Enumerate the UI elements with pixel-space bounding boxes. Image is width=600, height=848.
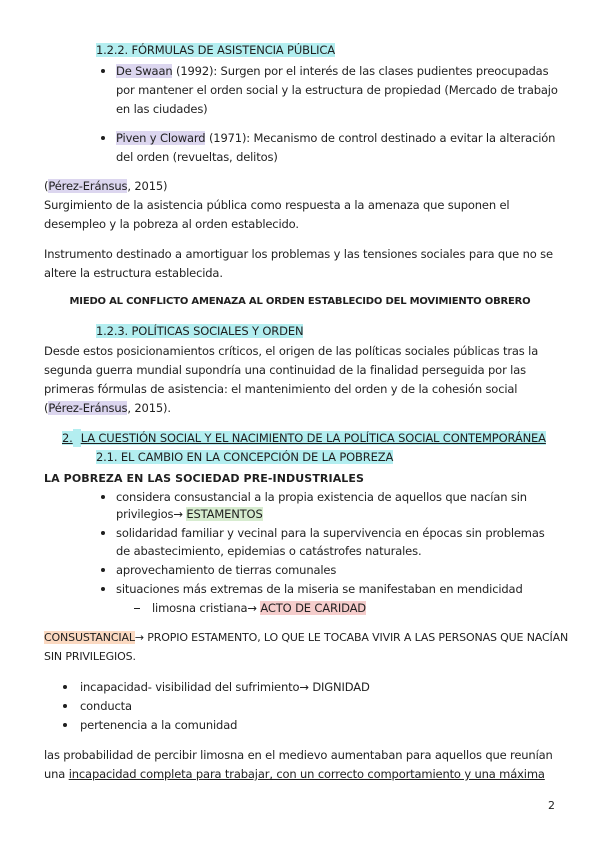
bullet-icon (63, 704, 67, 708)
consustancial-highlight: CONSUSTANCIAL (44, 631, 135, 644)
section-heading-text: 1.2.3. POLÍTICAS SOCIALES Y ORDEN (96, 324, 304, 338)
text: privilegios→ (116, 507, 187, 521)
bullet-icon (63, 685, 67, 689)
estamentos-highlight: ESTAMENTOS (186, 507, 263, 521)
section-heading-123 (96, 322, 303, 340)
bullet-line: solidaridad familiar y vecinal para la supervivencia en épocas sin problemas (116, 526, 545, 540)
text: , 2015). (127, 401, 171, 415)
citation (44, 177, 167, 195)
section-heading-text: LA CUESTIÓN SOCIAL Y EL NACIMIENTO DE LA POLÍTICA SOCIAL CONTEMPORÁNEA (80, 431, 546, 445)
bullet-line: de abastecimiento, epidemias o catástrofes naturales. (116, 544, 422, 558)
bullet-line: del orden (revueltas, delitos) (116, 150, 278, 164)
citation (44, 399, 171, 417)
bullet-icon (101, 69, 105, 73)
underlined-text: incapacidad completa para trabajar, con un correcto comportamiento y una máxima (68, 767, 545, 781)
bullet-line: situaciones más extremas de la miseria se manifestaban en mendicidad (116, 582, 523, 596)
consustancial-line: SIN PRIVILEGIOS. (44, 650, 136, 663)
list-item: conducta (80, 699, 132, 713)
paragraph-line: desempleo y la pobreza al orden establecido. (44, 217, 299, 231)
text: (1992): Surgen por el interés de las clases pudientes preocupadas (172, 64, 549, 78)
bullet-line (116, 62, 548, 80)
page-number: 2 (548, 799, 555, 812)
section-2-heading (62, 429, 546, 447)
section-heading-text: 1.2.2. FÓRMULAS DE ASISTENCIA PÚBLICA (96, 43, 335, 57)
bullet-line: aprovechamiento de tierras comunales (116, 563, 337, 577)
paragraph-line: segunda guerra mundial supondría una continuidad de la finalidad perseguida por las (44, 363, 526, 377)
paragraph-line: Surgimiento de la asistencia pública como respuesta a la amenaza que suponen el (44, 198, 510, 212)
text: una (44, 767, 69, 781)
text: limosna cristiana→ (152, 601, 261, 615)
paragraph-line: las probabilidad de percibir limosna en el medievo aumentaban para aquellos que reunían (44, 748, 553, 762)
bullet-icon (101, 531, 105, 535)
text: , 2015) (127, 179, 168, 193)
bullet-icon (101, 568, 105, 572)
sub-bullet-line (152, 599, 366, 617)
subsection-heading-text: 2.1. EL CAMBIO EN LA CONCEPCIÓN DE LA POBREZA (96, 450, 394, 464)
bullet-line: en las ciudades) (116, 102, 208, 116)
author-piven-cloward: Piven y Cloward (116, 131, 206, 145)
text: ( (44, 401, 49, 415)
text: (1971): Mecanismo de control destinado a evitar la alteración (205, 131, 556, 145)
paragraph-line (44, 765, 545, 783)
bullet-icon (101, 136, 105, 140)
dash-icon (134, 608, 140, 609)
paragraph-line: Instrumento destinado a amortiguar los problemas y las tensiones sociales para que no se (44, 247, 553, 261)
author-perez-eransus: Pérez-Eránsus (48, 179, 128, 193)
author-de-swaan: De Swaan (116, 64, 173, 78)
section-heading-122 (96, 41, 335, 59)
center-bold-heading: MIEDO AL CONFLICTO AMENAZA AL ORDEN ESTABLECIDO DEL MOVIMIENTO OBRERO (69, 296, 531, 307)
bullet-line: por mantener el orden social y la estructura de propiedad (Mercado de trabajo (116, 83, 558, 97)
paragraph-line: Desde estos posicionamientos críticos, el origen de las políticas sociales públicas tras la (44, 344, 539, 358)
text: ( (44, 179, 49, 193)
bullet-line (116, 129, 555, 147)
bullet-line (116, 505, 263, 523)
text: → PROPIO ESTAMENTO, LO QUE LE TOCABA VIVIR A LAS PERSONAS QUE NACÍAN (134, 631, 569, 644)
list-item: incapacidad- visibilidad del sufrimiento→ DIGNIDAD (80, 680, 370, 694)
bullet-line: considera consustancial a la propia existencia de aquellos que nacían sin (116, 490, 527, 504)
section-number: 2. (62, 431, 73, 445)
list-item: pertenencia a la comunidad (80, 718, 238, 732)
paragraph-line: primeras fórmulas de asistencia: el mantenimiento del orden y de la cohesión social (44, 382, 518, 396)
subsection-heading-21 (96, 448, 393, 466)
paragraph-line: altere la estructura establecida. (44, 266, 223, 280)
bullet-icon (101, 495, 105, 499)
preindustrial-title: LA POBREZA EN LAS SOCIEDAD PRE-INDUSTRIALES (44, 472, 365, 485)
author-perez-eransus: Pérez-Eránsus (48, 401, 128, 415)
acto-caridad-highlight: ACTO DE CARIDAD (260, 601, 366, 615)
bullet-icon (63, 723, 67, 727)
bullet-icon (101, 587, 105, 591)
consustancial-line (44, 629, 568, 647)
